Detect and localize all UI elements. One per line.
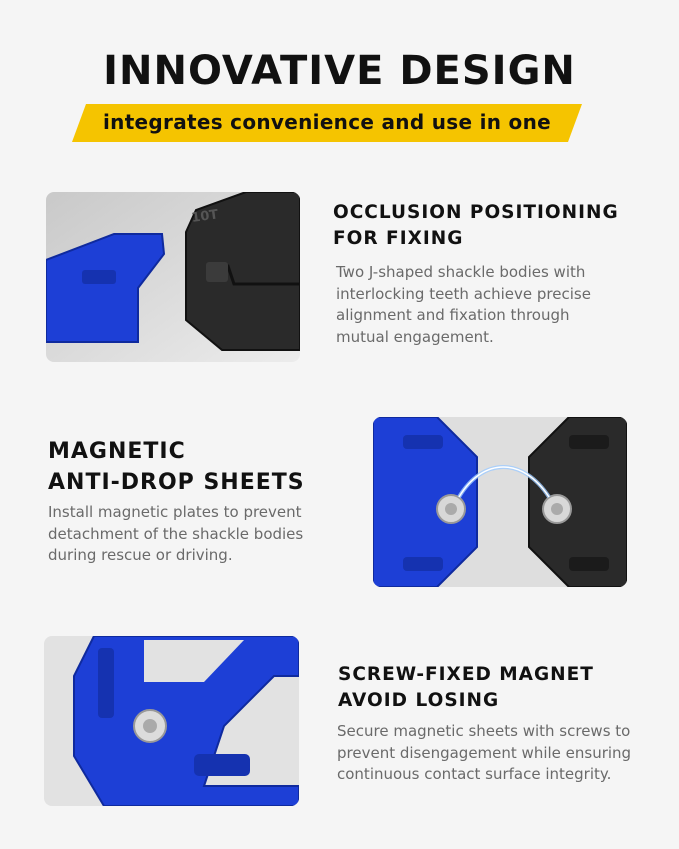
feature-1-title-line: FOR FIXING <box>333 228 464 249</box>
feature-3-desc-line: Secure magnetic sheets with screws to <box>337 722 631 740</box>
feature-2-description <box>48 502 303 567</box>
feature-3-title-line: SCREW-FIXED MAGNET <box>338 664 594 685</box>
subtitle-banner <box>72 104 582 142</box>
feature-1-desc-line: mutual engagement. <box>336 327 494 346</box>
feature-1-desc-line: Two J-shaped shackle bodies with <box>336 263 586 281</box>
feature-1-desc-line: alignment and fixation through <box>336 306 570 324</box>
feature-1-title-line: OCCLUSION POSITIONING <box>333 202 619 223</box>
feature-3-description <box>337 721 631 786</box>
feature-2-desc-line: detachment of the shackle bodies <box>48 524 304 543</box>
feature-1-image <box>46 192 300 362</box>
feature-3-image <box>44 636 299 806</box>
feature-3-desc-line: prevent disengagement while ensuring <box>337 743 632 762</box>
feature-2-image <box>373 417 627 587</box>
feature-3-desc-line: continuous contact surface integrity. <box>337 765 612 783</box>
feature-2-title-line: MAGNETIC <box>48 439 186 464</box>
feature-1-description <box>336 262 591 348</box>
feature-2-desc-line: during rescue or driving. <box>48 546 233 564</box>
page-subtitle: integrates convenience and use in one <box>103 110 551 134</box>
feature-2-title-line: ANTI-DROP SHEETS <box>48 470 305 495</box>
feature-2-desc-line: Install magnetic plates to prevent <box>48 503 302 521</box>
feature-2-title <box>48 436 305 498</box>
shackle-rating-label: 10T <box>190 207 220 226</box>
feature-3-title-line: AVOID LOSING <box>338 690 500 711</box>
feature-3-title <box>338 662 594 714</box>
feature-1-title <box>333 200 619 252</box>
page-title: INNOVATIVE DESIGN <box>103 48 576 94</box>
feature-1-desc-line: interlocking teeth achieve precise <box>336 284 591 303</box>
